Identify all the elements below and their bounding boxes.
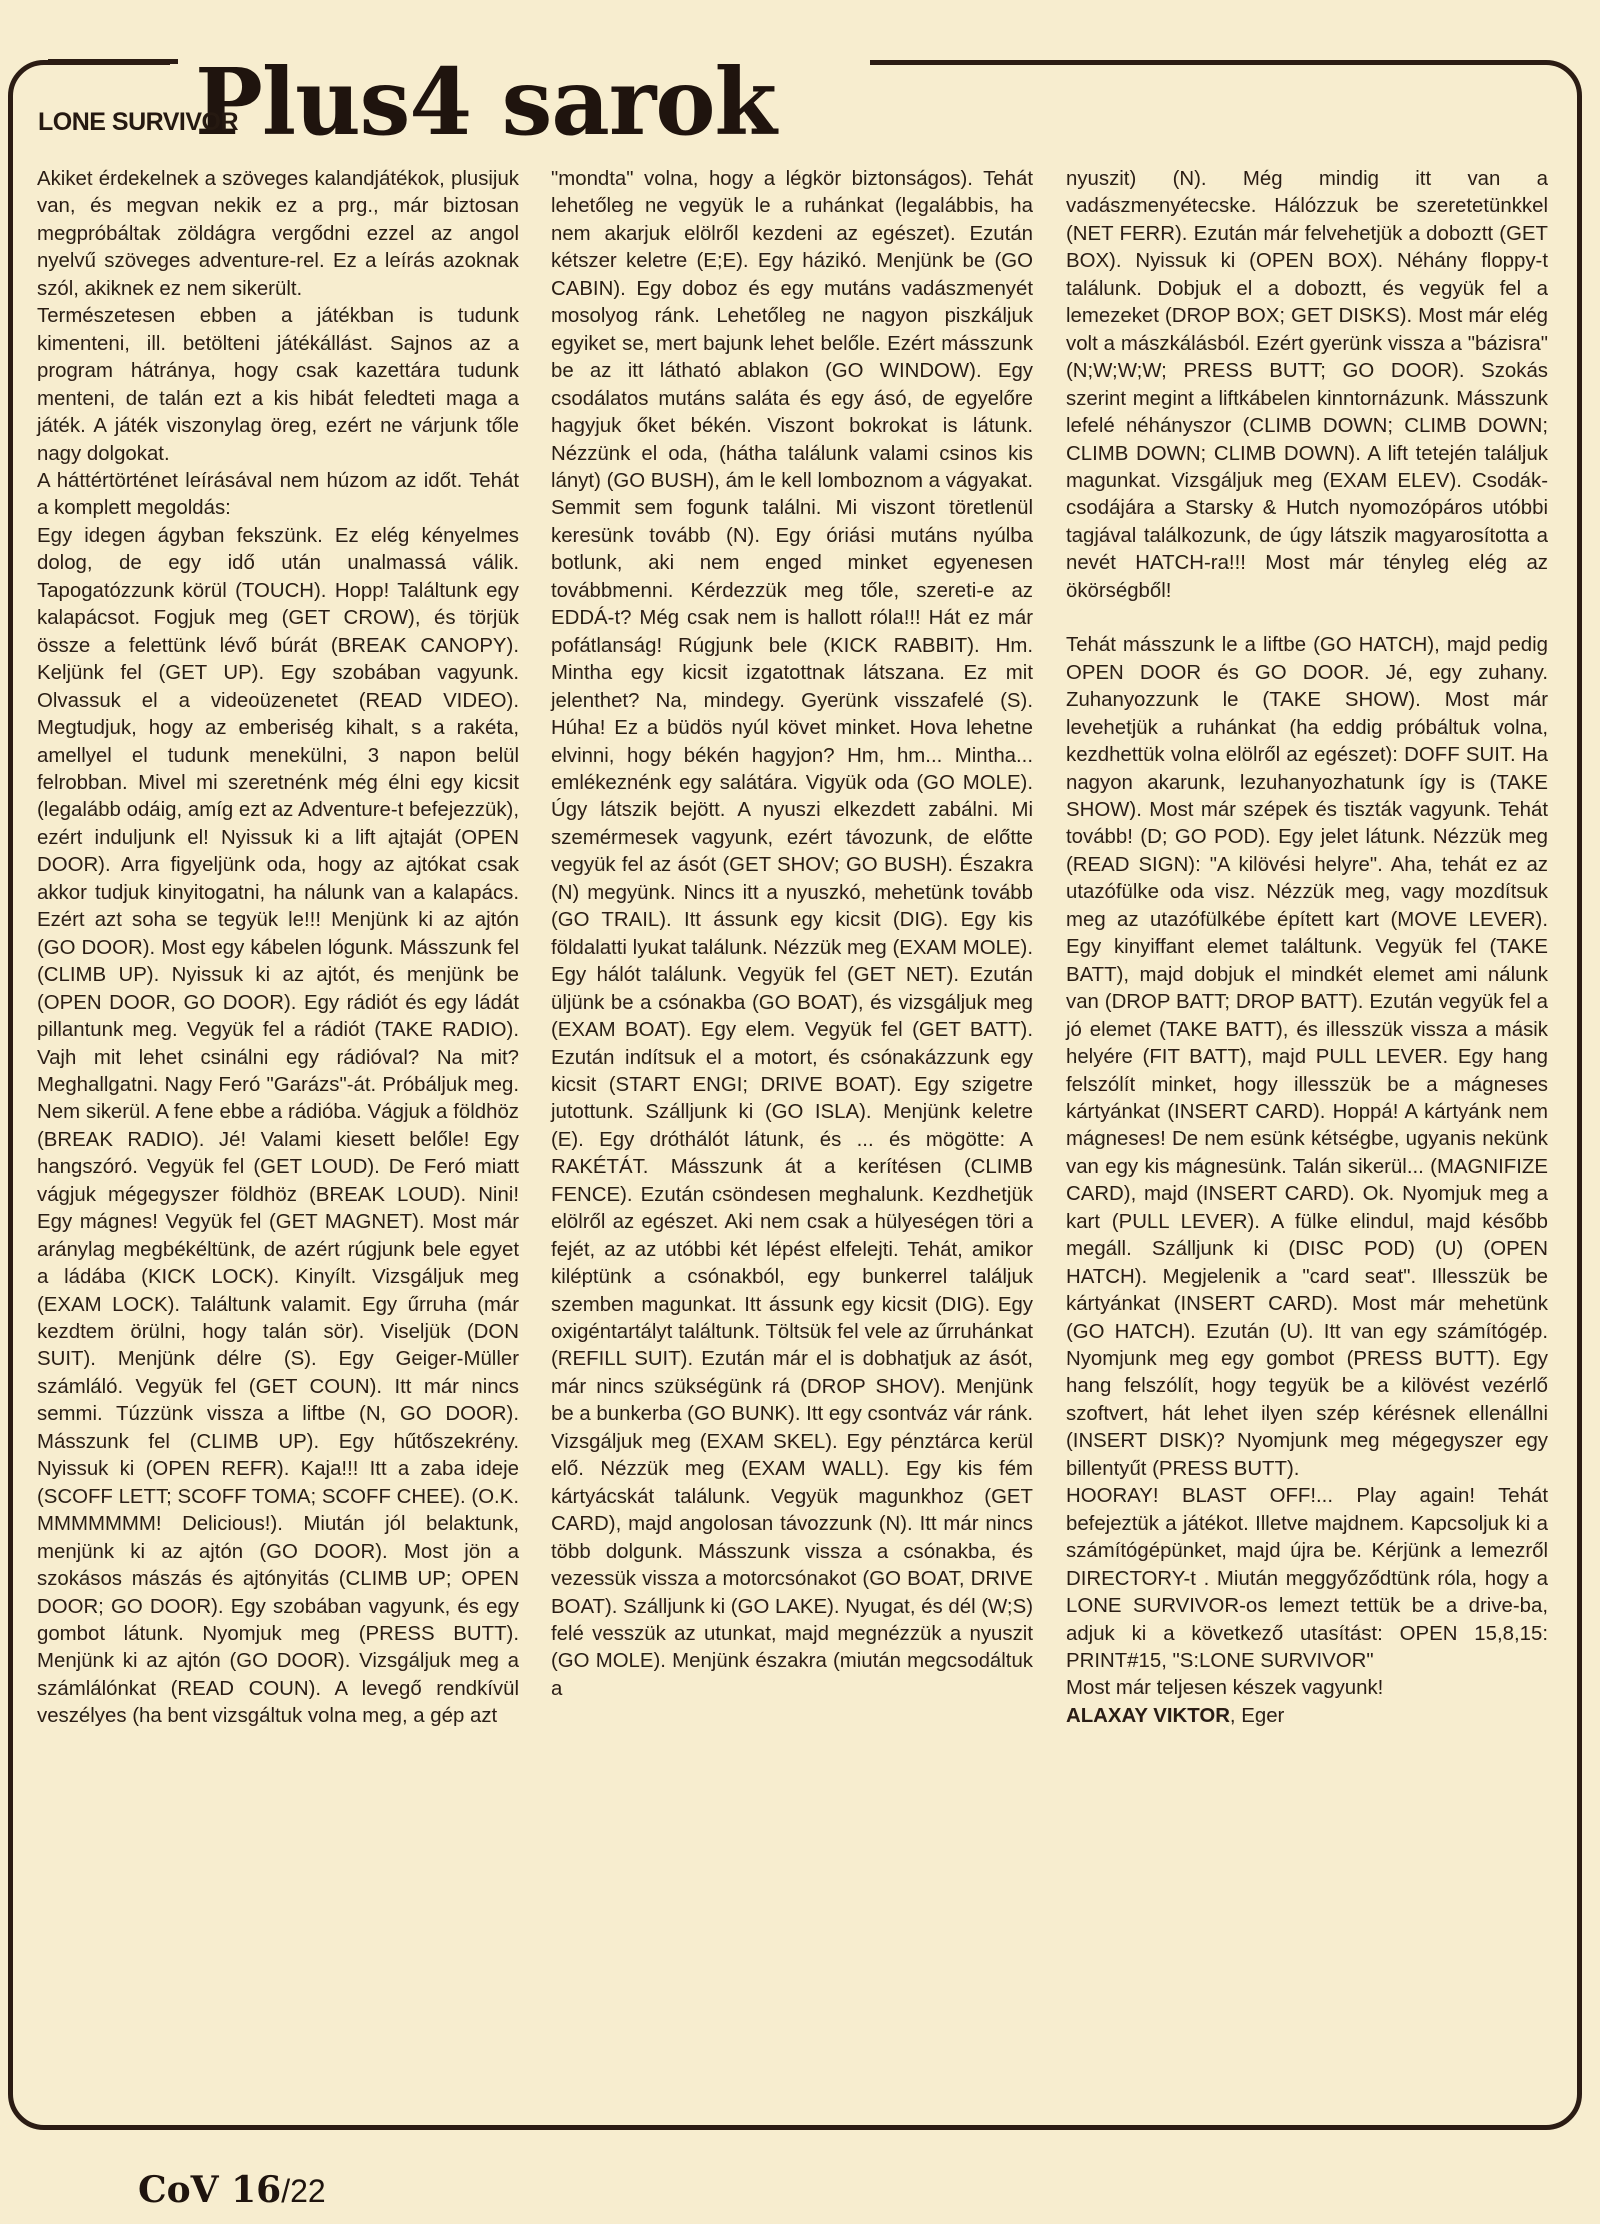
author-name: ALAXAY VIKTOR — [1066, 1704, 1230, 1727]
page-title: Plus4 sarok — [195, 47, 776, 156]
paragraph: HOORAY! BLAST OFF!... Play again! Tehát befejeztük a játékot. Illetve majdnem. Kapcsoljuk ki a számítógépünket, majd újra be. Kérjünk a lemezről DIRECTORY-t . Miután meggyőződtünk róla, hogy a LONE SURVIVOR-os lemezt tettük be a drive-ba, adjuk ki a következő utasítást: OPEN 15,8,15: PRINT#15, "S:LONE SURVIVOR" — [1066, 1485, 1548, 1673]
paragraph: Természetesen ebben a játékban is tudunk kimenteni, ill. betölteni játékállást. Sajnos az a program hátránya, hogy csak kazettára tudunk menteni, de talán ezt a kis hibát feledteti maga a játék. A játék viszonylag öreg, ezért ne várjunk tőle nagy dolgokat. — [37, 305, 519, 465]
article-column-2 — [551, 166, 1033, 1703]
article-heading: LONE SURVIVOR — [38, 108, 239, 136]
author-location: , Eger — [1229, 1704, 1285, 1727]
page-footer — [138, 2169, 326, 2211]
paragraph: Tehát másszunk le a liftbe (GO HATCH), majd pedig OPEN DOOR és GO DOOR. Jé, egy zuhany. Zuhanyozzunk le (TAKE SHOW). Most már levehetjük a ruhánkat (ha eddig próbáltuk volna, kezdhettük volna elölről az egészet): DOFF SUIT. Ha nagyon akarunk, lezuhanyozhatunk így is (TAKE SHOW). Most már szépek és tiszták vagyunk. Tehát tovább! (D; GO POD). Egy jelet látunk. Nézzük meg (READ SIGN): "A kilövési helyre". Aha, tehát ez az utazófülke oda visz. Nézzük meg, vagy mozdítsuk meg az utazófülkébe épített kart (MOVE LEVER). Egy kinyiffant elemet találtunk. Vegyük fel (TAKE BATT), majd dobjuk el mindkét elemet ami nálunk van (DROP BATT; DROP BATT). Ezután vegyük fel a jó elemet (TAKE BATT), és illesszük vissza a másik helyére (FIT BATT), majd PULL LEVER. Egy hang felszólít minket, hogy illesszük be a mágneses kártyánkat (INSERT CARD). Hoppá! A kártyánk nem mágneses! De nem esünk kétségbe, ugyanis nekünk van egy kis mágnesünk. Talán sikerül... (MAGNIFIZE CARD), majd (INSERT CARD). Ok. Nyomjuk meg a kart (PULL LEVER). A fülke elindul, majd később megáll. Szálljunk ki (DISC POD) (U) (OPEN HATCH). Megjelenik a "card seat". Illesszük be kártyánkat (INSERT CARD). Most már mehetünk (GO HATCH). Ezután (U). Itt van egy számítógép. Nyomjunk meg egy gombot (PRESS BUTT). Egy hang felszólít, hogy tegyük be a kilövést vezérlő szoftvert, hát lehet ilyen szép kérésnek ellenállni (INSERT DISK)? Nyomjunk meg mégegyszer egy billentyűt (PRESS BUTT). — [1066, 634, 1548, 1480]
paragraph: "mondta" volna, hogy a légkör biztonságos). Tehát lehetőleg ne vegyük le a ruhánkat (legalábbis, ha nem akarjuk elölről kezdeni az egészet). Ezután kétszer keletre (E;E). Egy házikó. Menjünk be (GO CABIN). Egy doboz és egy mutáns vadászmenyét mosolyog ránk. Lehetőleg ne nagyon piszkáljuk egyiket se, mert bajunk lehet belőle. Ezért másszunk be az itt látható ablakon (GO WINDOW). Egy csodálatos mutáns saláta és egy ásó, de egyelőre hagyjuk őket békén. Viszont bokrokat is látunk. Nézzünk el oda, (hátha találunk valami csinos kis lányt) (GO BUSH), ám le kell lomboznom a vágyakat. Semmit sem fogunk találni. Mi viszont töretlenül keresünk tovább (N). Egy óriási mutáns nyúlba botlunk, aki nem enged minket egyenesen továbbmenni. Kérdezzük meg tőle, szereti-e az EDDÁ-t? Még csak nem is hallott róla!!! Hát ez már pofátlanság! Rúgjunk bele (KICK RABBIT). Hm. Mintha egy kicsit izgatottnak látszana. Ez mit jelenthet? Na, mindegy. Gyerünk visszafelé (S). Húha! Ez a büdös nyúl követ minket. Hova lehetne elvinni, hogy békén hagyjon? Hm, hm... Mintha... emlékeznénk egy salátára. Vigyük oda (GO MOLE). Úgy látszik bejött. A nyuszi elkezdett zabálni. Mi szemérmesek vagyunk, ezért távozunk, de előtte vegyük fel az ásót (GET SHOV; GO BUSH). Északra (N) megyünk. Nincs itt a nyuszkó, mehetünk tovább (GO TRAIL). Itt ássunk egy kicsit (DIG). Egy kis földalatti lyukat találunk. Nézzük meg (EXAM MOLE). Egy hálót találunk. Vegyük fel (GET NET). Ezután üljünk be a csónakba (GO BOAT), és vizsgáljuk meg (EXAM BOAT). Egy elem. Vegyük fel (GET BATT). Ezután indítsuk el a motort, és csónakázzunk egy kicsit (START ENGI; DRIVE BOAT). Egy szigetre jutottunk. Szálljunk ki (GO ISLA). Menjünk keletre (E). Egy dróthálót látunk, és ... és mögötte: A RAKÉTÁT. Másszunk át a kerítésen (CLIMB FENCE). Ezután csöndesen meghalunk. Kezdhetjük elölről az egészet. Aki nem csak a hülyeségen töri a fejét, az az utóbbi két lépést elfelejti. Tehát, amikor kiléptünk a csónakból, egy bunkerrel találjuk szemben magunkat. Itt ássunk egy kicsit (DIG). Egy oxigéntartályt találtunk. Töltsük fel vele az űrruhánkat (REFILL SUIT). Ezután már el is dobhatjuk az ásót, már nincs szükségünk rá (DROP SHOV). Menjünk be a bunkerba (GO BUNK). Itt egy csontváz vár ránk. Vizsgáljuk meg (EXAM SKEL). Egy pénztárca kerül elő. Nézzük meg (EXAM WALL). Egy kis fém kártyácskát találunk. Vegyük magunkhoz (GET CARD), majd angolosan távozzunk (N). Itt már nincs több dolgunk. Másszunk vissza a csónakba, és vezessük vissza a motorcsónakot (GO BOAT, DRIVE BOAT). Szálljunk ki (GO LAKE). Nyugat, és dél (W;S) felé vesszük az utunkat, majd megnézzük a nyuszit (GO MOLE). Menjünk északra (miután megcsodáltuk a — [551, 168, 1033, 1700]
paragraph: Akiket érdekelnek a szöveges kalandjátékok, plusijuk van, és megvan nekik ez a prg., már biztosan megpróbáltak zöldágra vergődni ezzel az angol nyelvű szöveges adventure-rel. Ez a leírás azoknak szól, akiknek ez nem sikerült. — [37, 168, 519, 300]
paragraph: nyuszit) (N). Még mindig itt van a vadászmenyétecske. Hálózzuk be szeretetünkkel (NET FERR). Ezután már felvehetjük a doboztt (GET BOX). Nyissuk ki (OPEN BOX). Néhány floppy-t találunk. Dobjuk el a doboztt, és vegyük fel a lemezeket (DROP BOX; GET DISKS). Most már elég volt a mászkálásból. Ezért gyerünk vissza a "bázisra" (N;W;W;W; PRESS BUTT; GO DOOR). Szokás szerint megint a liftkábelen kinntornázunk. Másszunk lefelé néhányszor (CLIMB DOWN; CLIMB DOWN; CLIMB DOWN; CLIMB DOWN). A lift tetején találjuk magunkat. Vizsgáljuk meg (EXAM ELEV). Csodák-csodájára a Starsky & Hutch nyomozópáros utóbbi tagjával találkozunk, de úgy látszik magyarosította a nevét HATCH-ra!!! Most már tényleg elég az ökörségből! — [1066, 168, 1548, 602]
paragraph: A háttértörténet leírásával nem húzom az időt. Tehát a komplett megoldás: — [37, 469, 519, 520]
magazine-issue: CoV 16 — [138, 2169, 282, 2211]
paragraph: Egy idegen ágyban fekszünk. Ez elég kényelmes dolog, de egy idő után unalmassá válik. Tapogatózzunk körül (TOUCH). Hopp! Találtunk egy kalapácsot. Fogjuk meg (GET CROW), és törjük össze a felettünk lévő búrát (BREAK CANOPY). Keljünk fel (GET UP). Egy szobában vagyunk. Olvassuk el a videoüzenetet (READ VIDEO). Megtudjuk, hogy az emberiség kihalt, s a rakéta, amellyel el tudunk menekülni, 3 napon belül felrobban. Mivel mi szeretnénk még élni egy kicsit (legalább odáig, amíg ezt az Adventure-t befejezzük), ezért induljunk el! Nyissuk ki a lift ajtaját (OPEN DOOR). Arra figyeljünk oda, hogy az ajtókat csak akkor tudjuk kinyitogatni, ha nálunk van a kalapács. Ezért azt soha se tegyük le!!! Menjünk ki az ajtón (GO DOOR). Most egy kábelen lógunk. Másszunk fel (CLIMB UP). Nyissuk ki az ajtót, és menjünk be (OPEN DOOR, GO DOOR). Egy rádiót és egy ládát pillantunk meg. Vegyük fel a rádiót (TAKE RADIO). Vajh mit lehet csinálni egy rádióval? Na mit? Meghallgatni. Nagy Feró "Garázs"-át. Próbáljuk meg. Nem sikerül. A fene ebbe a rádióba. Vágjuk a földhöz (BREAK RADIO). Jé! Valami kiesett belőle! Egy hangszóró. Vegyük fel (GET LOUD). De Feró miatt vágjuk mégegyszer földhöz (BREAK LOUD). Nini! Egy mágnes! Vegyük fel (GET MAGNET). Most már aránylag megbékéltünk, de azért rúgjunk bele egyet a ládába (KICK LOCK). Kinyílt. Vizsgáljuk meg (EXAM LOCK). Találtunk valamit. Egy űrruha (már kezdtem örülni, hogy talán sör). Viseljük (DON SUIT). Menjünk délre (S). Egy Geiger-Müller számláló. Vegyük fel (GET COUN). Itt már nincs semmi. Túzzünk vissza a liftbe (N, GO DOOR). Másszunk fel (CLIMB UP). Egy hűtőszekrény. Nyissuk ki (OPEN REFR). Kaja!!! Itt a zaba ideje (SCOFF LETT; SCOFF TOMA; SCOFF CHEE). (O.K. MMMMMMM! Delicious!). Miután jól belaktunk, menjünk ki az ajtón (GO DOOR). Most jön a szokásos mászás és ajtónyitás (CLIMB UP; OPEN DOOR; GO DOOR). Egy szobában vagyunk, és egy gombot látunk. Nyomjuk meg (PRESS BUTT). Menjünk ki az ajtón (GO DOOR). Vizsgáljuk meg a számlálónkat (READ COUN). A levegő rendkívül veszélyes (ha bent vizsgáltuk volna meg, a gép azt — [37, 524, 519, 1728]
article-column-1 — [37, 166, 519, 1731]
paragraph: Most már teljesen készek vagyunk! — [1066, 1677, 1384, 1700]
article-column-3 — [1066, 166, 1548, 1730]
page-number: /22 — [281, 2173, 326, 2209]
title-rule-left — [48, 59, 178, 64]
byline — [1066, 1703, 1548, 1730]
